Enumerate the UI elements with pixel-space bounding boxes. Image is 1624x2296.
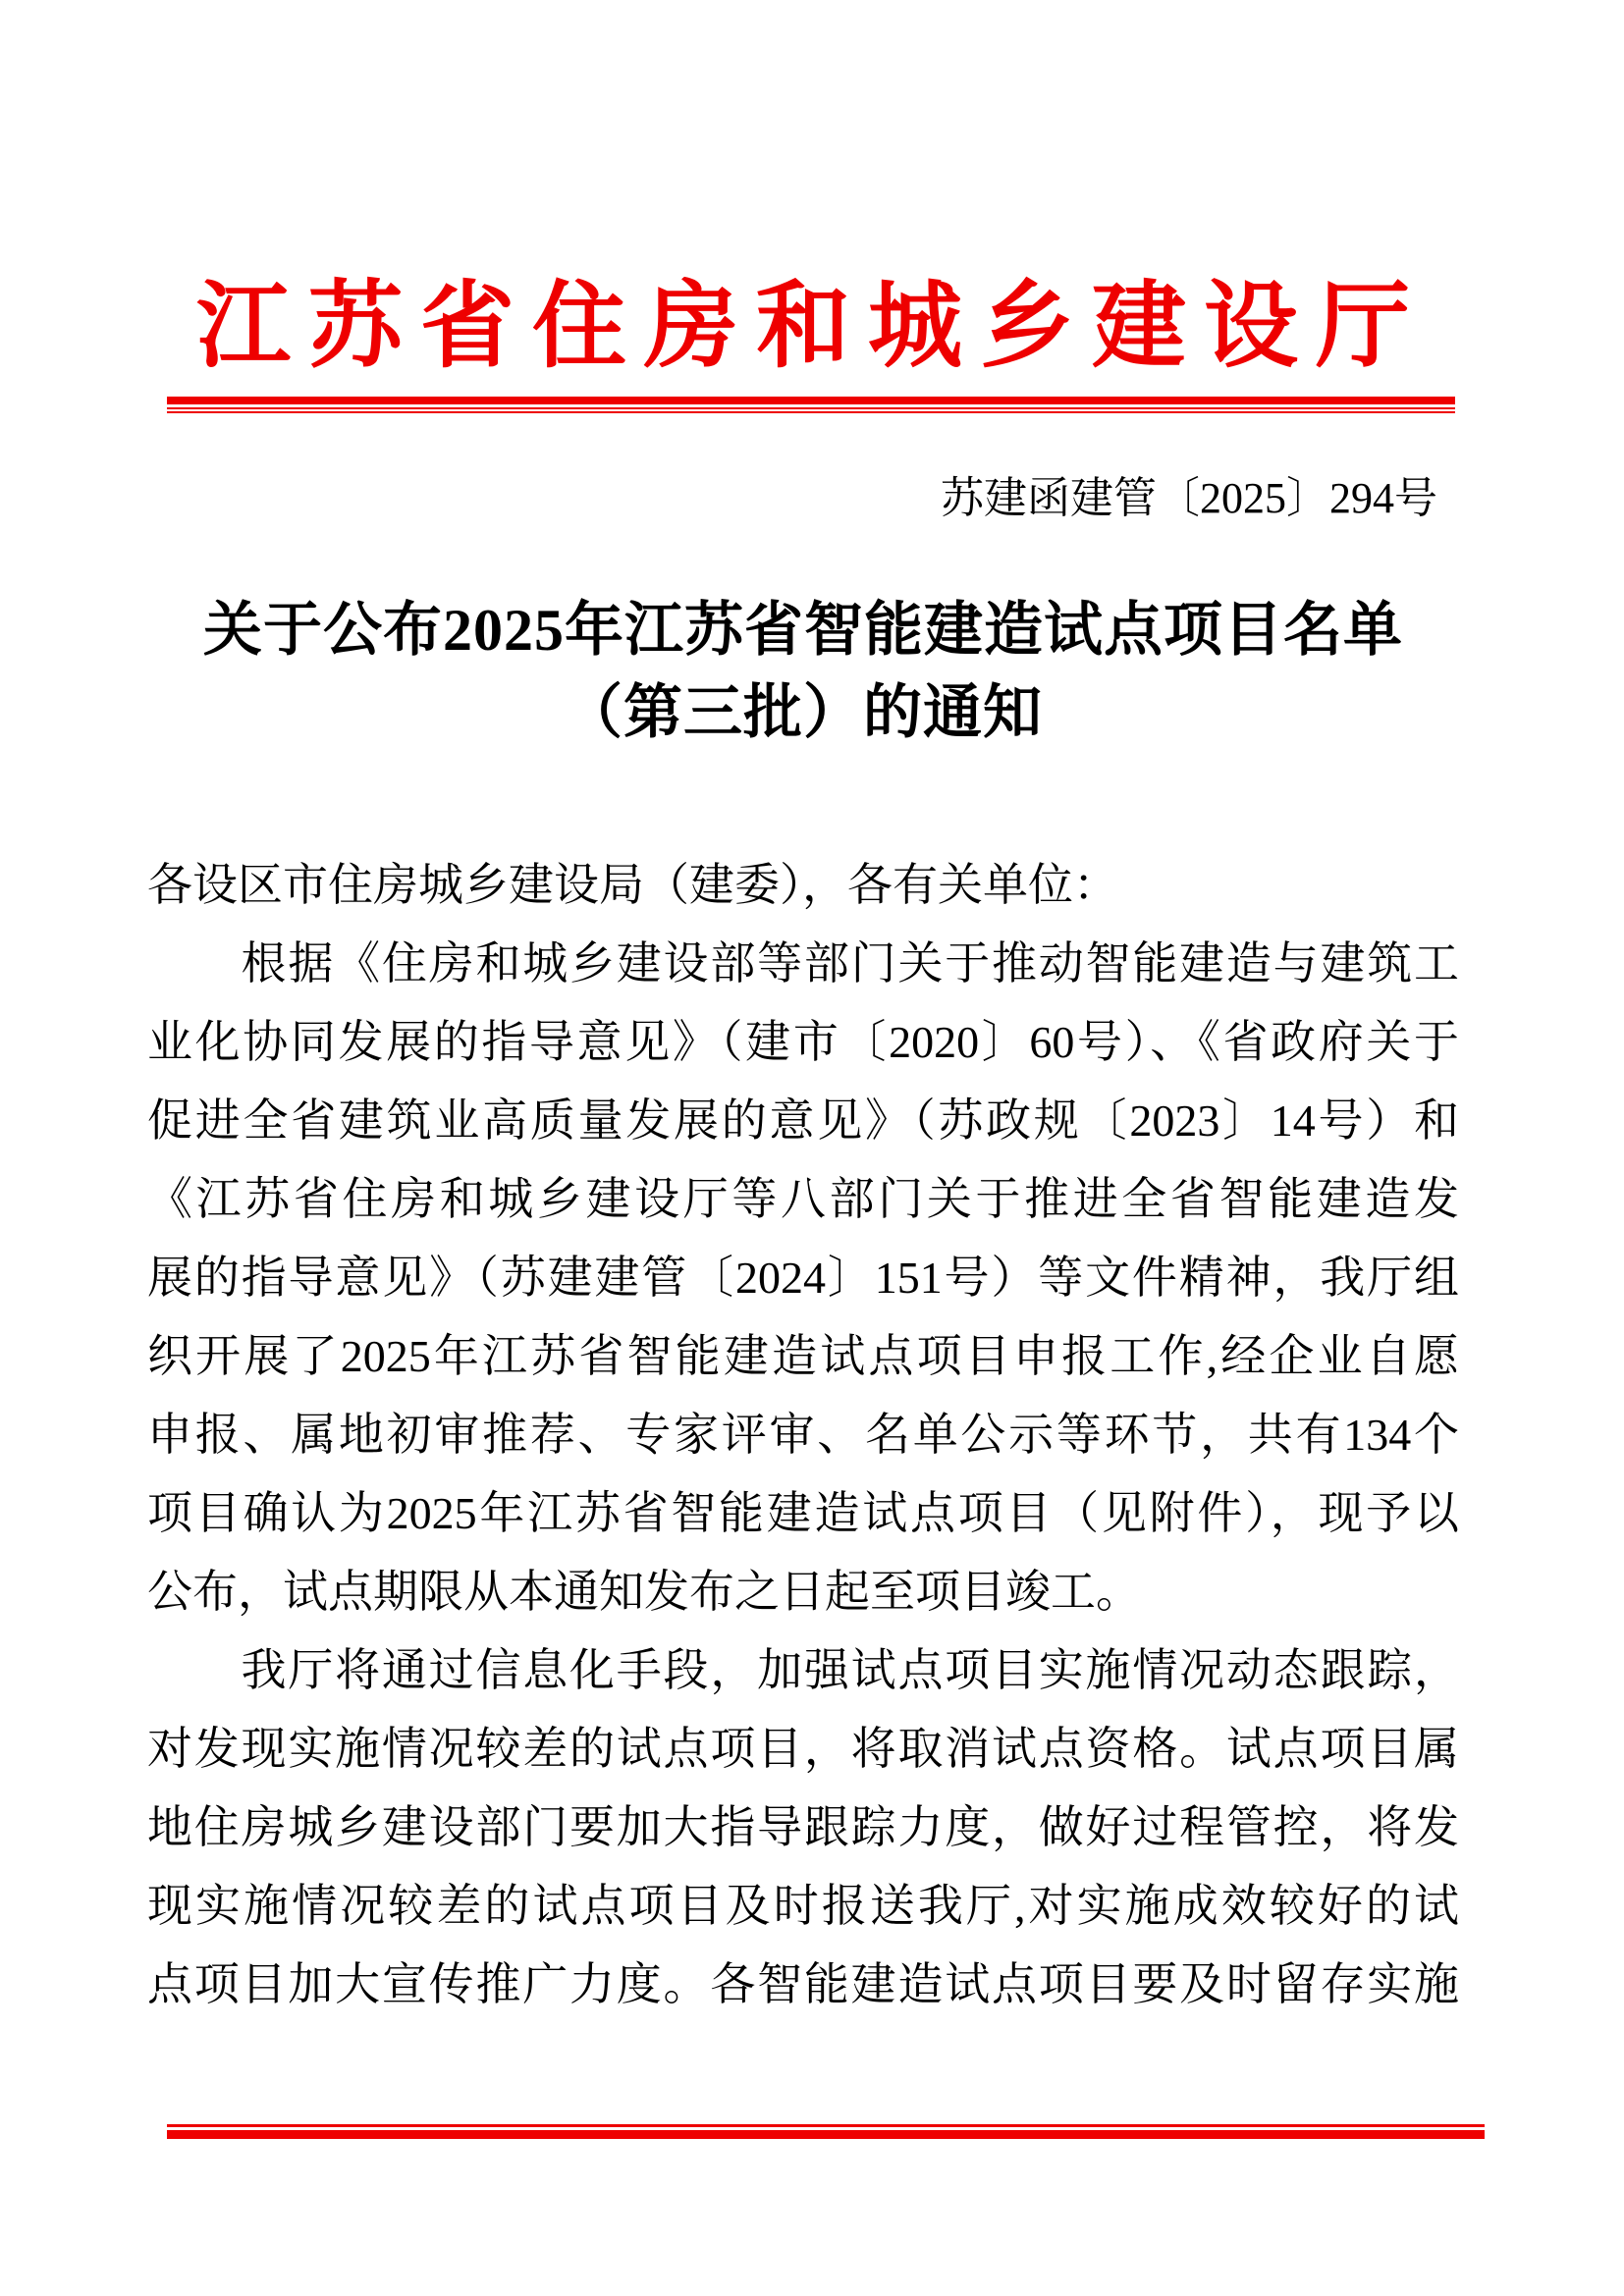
header-divider [167, 397, 1455, 413]
document-body [147, 846, 1459, 2024]
divider-thin-line [167, 411, 1455, 413]
divider-thick-bar [167, 2130, 1485, 2139]
body-line: 公布，试点期限从本通知发布之日起至项目竣工。 [147, 1567, 1141, 1617]
body-line: 申报、属地初审推荐、专家评审、名单公示等环节，共有134个 [147, 1410, 1459, 1460]
document-title-line2: （第三批）的通知 [564, 680, 1043, 745]
document-content [147, 0, 1459, 2296]
body-line: 《江苏省住房和城乡建设厅等八部门关于推进全省智能建造发 [147, 1174, 1459, 1224]
document-title-line1: 关于公布2025年江苏省智能建造试点项目名单 [203, 598, 1403, 663]
body-line: 展的指导意见》（苏建建管〔2024〕151号）等文件精神，我厅组 [147, 1253, 1459, 1303]
body-line: 现实施情况较差的试点项目及时报送我厅,对实施成效较好的试 [147, 1881, 1459, 1931]
footer-divider [167, 2124, 1485, 2139]
body-line: 根据《住房和城乡建设部等部门关于推动智能建造与建筑工 [147, 938, 1459, 988]
body-line: 我厅将通过信息化手段，加强试点项目实施情况动态跟踪， [147, 1645, 1459, 1695]
divider-thick-bar [167, 397, 1455, 404]
body-line: 业化协同发展的指导意见》（建市〔2020〕60号）、《省政府关于 [147, 1017, 1459, 1067]
body-line: 对发现实施情况较差的试点项目，将取消试点资格。试点项目属 [147, 1724, 1459, 1774]
document-title [147, 589, 1459, 754]
agency-name-header: 江苏省住房和城乡建设厅 [196, 274, 1428, 379]
body-line: 促进全省建筑业高质量发展的意见》（苏政规〔2023〕14号）和 [147, 1095, 1459, 1146]
body-line-salutation: 各设区市住房城乡建设局（建委），各有关单位： [147, 860, 1118, 910]
body-line: 点项目加大宣传推广力度。各智能建造试点项目要及时留存实施 [147, 1959, 1459, 2009]
body-line: 地住房城乡建设部门要加大指导跟踪力度，做好过程管控，将发 [147, 1802, 1459, 1852]
body-line: 项目确认为2025年江苏省智能建造试点项目（见附件），现予以 [147, 1488, 1459, 1538]
body-line: 织开展了2025年江苏省智能建造试点项目申报工作,经企业自愿 [147, 1331, 1459, 1381]
document-number: 苏建函建管〔2025〕294号 [941, 474, 1437, 522]
